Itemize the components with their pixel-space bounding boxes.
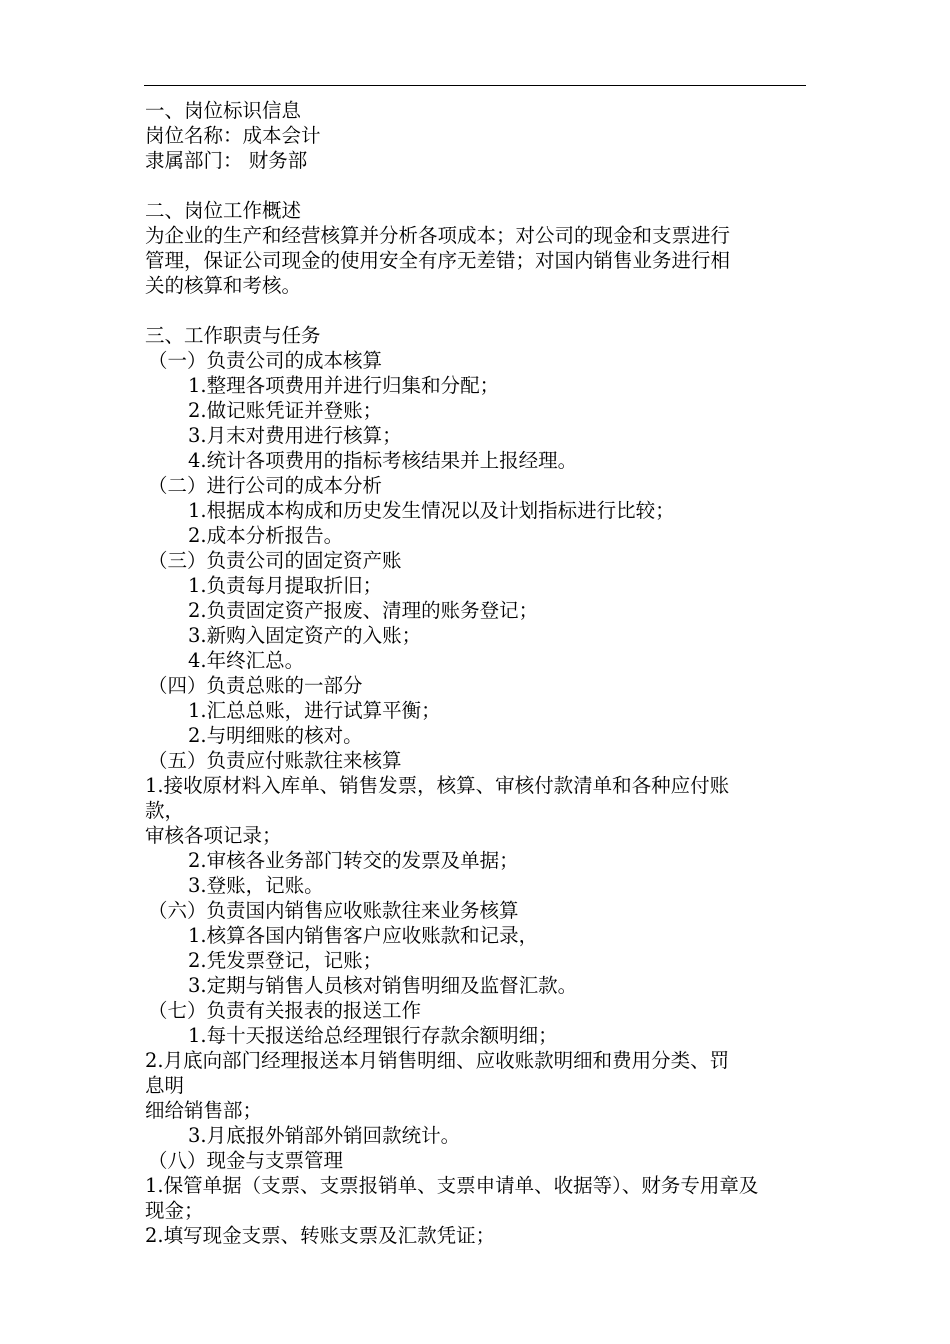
blank-line [145, 298, 810, 323]
text-line: （二）进行公司的成本分析 [148, 474, 383, 497]
text-line: 2.月底向部门经理报送本月销售明细、应收账款明细和费用分类、罚 [145, 1049, 730, 1072]
text-line: （四）负责总账的一部分 [148, 674, 363, 697]
text-line: 现金； [145, 1199, 204, 1222]
text-line: 二、岗位工作概述 [145, 199, 302, 222]
text-line: 3.月底报外销部外销回款统计。 [188, 1124, 461, 1147]
text-line: 1.根据成本构成和历史发生情况以及计划指标进行比较； [188, 499, 675, 522]
text-line: 2.填写现金支票、转账支票及汇款凭证； [145, 1224, 496, 1247]
text-line: 2.成本分析报告。 [188, 524, 344, 547]
text-line: （三）负责公司的固定资产账 [148, 549, 402, 572]
text-line: 4.统计各项费用的指标考核结果并上报经理。 [188, 449, 578, 472]
text-line: 2.审核各业务部门转交的发票及单据； [188, 849, 519, 872]
text-line: 一、岗位标识信息 [145, 99, 302, 122]
header-rule [144, 85, 806, 86]
text-line: 3.定期与销售人员核对销售明细及监督汇款。 [188, 974, 578, 997]
text-line: 3.登账，记账。 [188, 874, 324, 897]
text-line: 1.每十天报送给总经理银行存款余额明细； [188, 1024, 558, 1047]
text-line: （七）负责有关报表的报送工作 [148, 999, 422, 1022]
text-line: 隶属部门： 财务部 [145, 149, 308, 172]
text-line: 岗位名称：成本会计 [145, 124, 321, 147]
text-line: 1.核算各国内销售客户应收账款和记录， [188, 924, 539, 947]
text-line: 4.年终汇总。 [188, 649, 305, 672]
text-line: 关的核算和考核。 [145, 274, 302, 297]
text-line: 2.负责固定资产报废、清理的账务登记； [188, 599, 539, 622]
text-line: （八）现金与支票管理 [148, 1149, 344, 1172]
text-line: （六）负责国内销售应收账款往来业务核算 [148, 899, 519, 922]
document-body [145, 98, 810, 1248]
text-line: 款， [145, 799, 185, 822]
text-line: 三、工作职责与任务 [145, 324, 321, 347]
text-line: 1.负责每月提取折旧； [188, 574, 383, 597]
text-line: 3.月末对费用进行核算； [188, 424, 402, 447]
text-line: 1.接收原材料入库单、销售发票，核算、审核付款清单和各种应付账 [145, 774, 730, 797]
blank-line [145, 173, 810, 198]
text-line: 息明 [145, 1074, 185, 1097]
text-line: 2.做记账凭证并登账； [188, 399, 383, 422]
text-line: 3.新购入固定资产的入账； [188, 624, 422, 647]
text-line: 细给销售部； [145, 1099, 263, 1122]
text-line: 管理，保证公司现金的使用安全有序无差错；对国内销售业务进行相 [145, 249, 731, 272]
text-line: 为企业的生产和经营核算并分析各项成本；对公司的现金和支票进行 [145, 224, 731, 247]
text-line: 1.保管单据（支票、支票报销单、支票申请单、收据等）、财务专用章及 [145, 1174, 759, 1197]
text-line: 审核各项记录； [145, 824, 282, 847]
text-line: 2.凭发票登记，记账； [188, 949, 383, 972]
text-line: 1.汇总总账，进行试算平衡； [188, 699, 441, 722]
text-line: 2.与明细账的核对。 [188, 724, 363, 747]
text-line: （一）负责公司的成本核算 [148, 349, 383, 372]
text-line: （五）负责应付账款往来核算 [148, 749, 402, 772]
text-line: 1.整理各项费用并进行归集和分配； [188, 374, 500, 397]
